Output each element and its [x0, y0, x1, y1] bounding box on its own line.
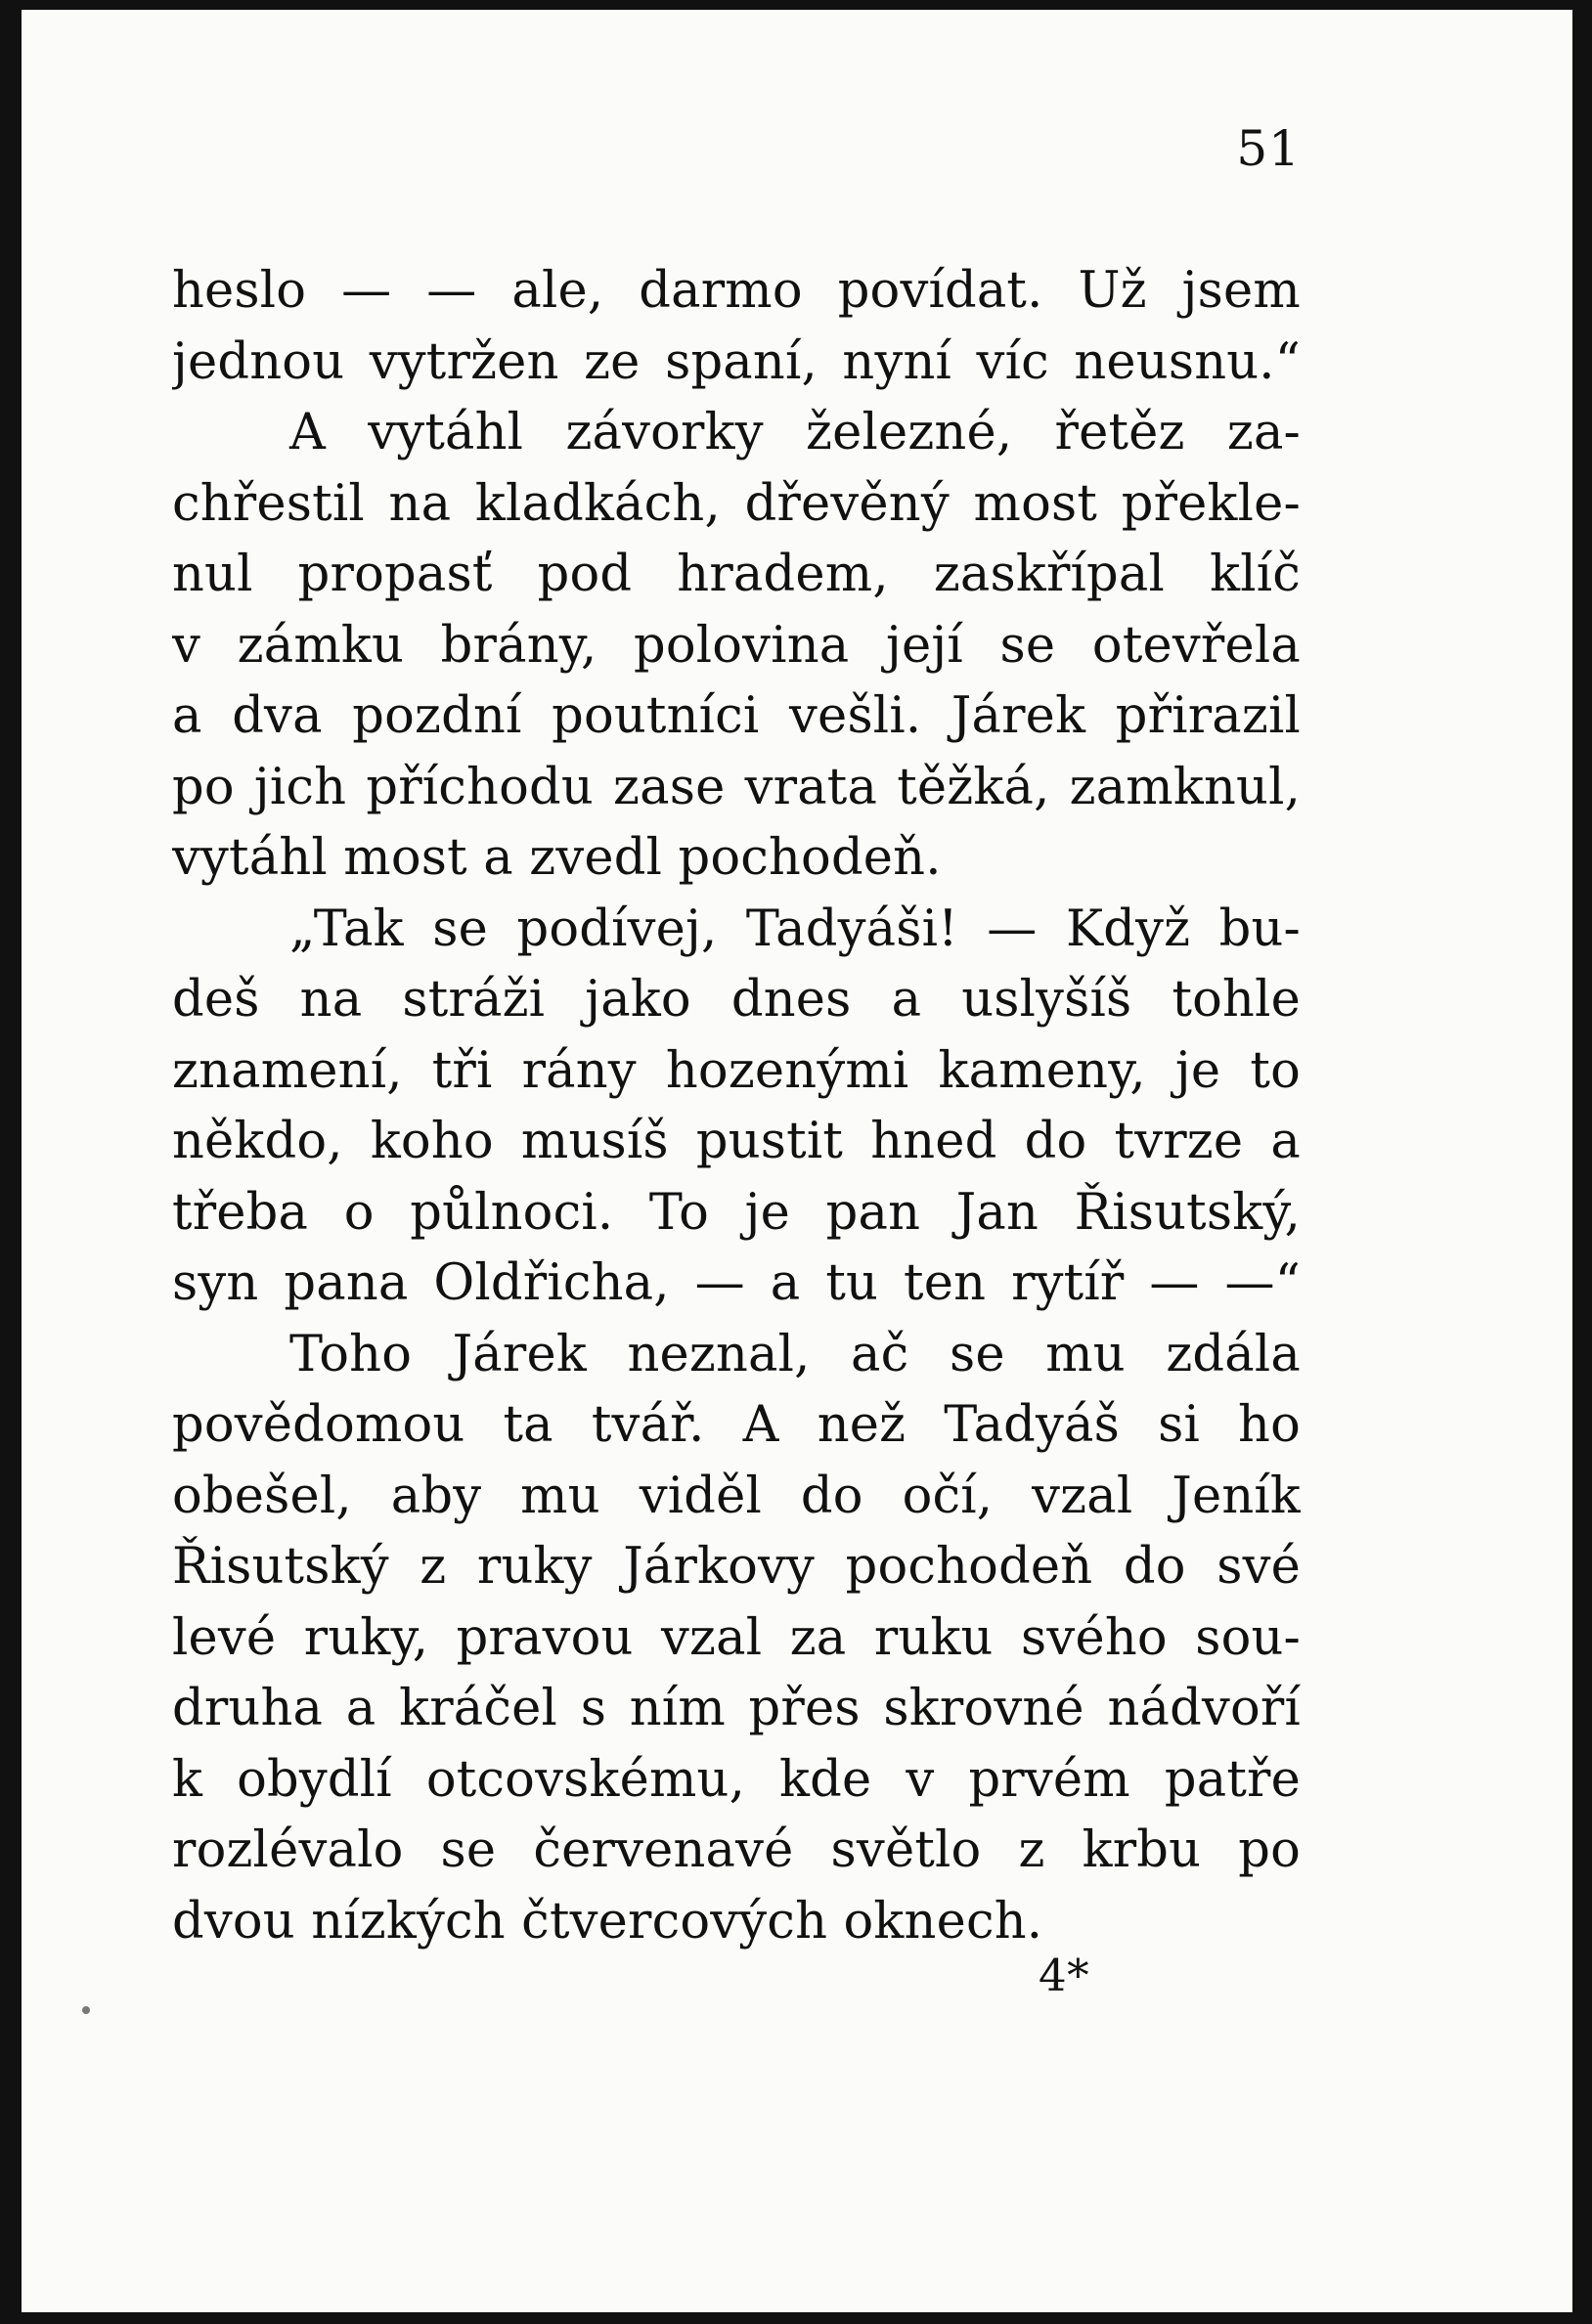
text-line: dvou nízkých čtvercových oknech. [172, 1892, 1043, 1951]
text-line: rozlévalo se červenavé světlo z krbu po [172, 1821, 1301, 1879]
text-line: povědomou ta tvář. A než Tadyáš si ho [172, 1396, 1301, 1454]
scan-speck [82, 2006, 90, 2014]
text-line: a dva pozdní poutníci vešli. Járek přirazil [172, 687, 1301, 745]
text-line: jednou vytržen ze spaní, nyní víc neusnu.“ [172, 332, 1301, 391]
text-line: syn pana Oldřicha, — a tu ten rytíř — —“ [172, 1254, 1301, 1312]
body-text [172, 256, 1301, 1957]
text-line: „Tak se podívej, Tadyáši! — Když bu- [289, 899, 1301, 958]
text-line: druha a kráčel s ním přes skrovné nádvoří [172, 1680, 1301, 1737]
text-line: po jich příchodu zase vrata těžká, zamknul, [172, 758, 1301, 816]
scan-border-top [0, 0, 1592, 10]
text-line: v zámku brány, polovina její se otevřela [172, 616, 1301, 675]
text-line: vytáhl most a zvedl pochodeň. [172, 829, 942, 887]
text-line: třeba o půlnoci. To je pan Jan Řisutský, [172, 1183, 1301, 1242]
text-line: chřestil na kladkách, dřevěný most překle- [172, 474, 1301, 533]
text-line: obešel, aby mu viděl do očí, vzal Jeník [172, 1467, 1301, 1525]
page-number: 51 [1236, 120, 1301, 177]
scan-border-left [0, 0, 22, 2324]
text-line: deš na stráži jako dnes a uslyšíš tohle [172, 971, 1301, 1029]
text-line: levé ruky, pravou vzal za ruku svého sou- [172, 1608, 1301, 1667]
text-line: heslo — — ale, darmo povídat. Už jsem [172, 262, 1301, 320]
signature-mark: 4* [1039, 1950, 1090, 2001]
text-line: A vytáhl závorky železné, řetěz za- [289, 404, 1301, 461]
text-line: k obydlí otcovskému, kde v prvém patře [172, 1750, 1301, 1809]
text-line: někdo, koho musíš pustit hned do tvrze a [172, 1113, 1301, 1170]
scan-border-bottom [0, 2312, 1592, 2324]
text-line: Toho Járek neznal, ač se mu zdála [289, 1325, 1301, 1383]
scan-border-right [1572, 0, 1592, 2324]
text-line: nul propasť pod hradem, zaskřípal klíč [172, 546, 1301, 603]
text-line: Řisutský z ruky Járkovy pochodeň do své [172, 1538, 1301, 1596]
text-line: znamení, tři rány hozenými kameny, je to [172, 1041, 1301, 1100]
